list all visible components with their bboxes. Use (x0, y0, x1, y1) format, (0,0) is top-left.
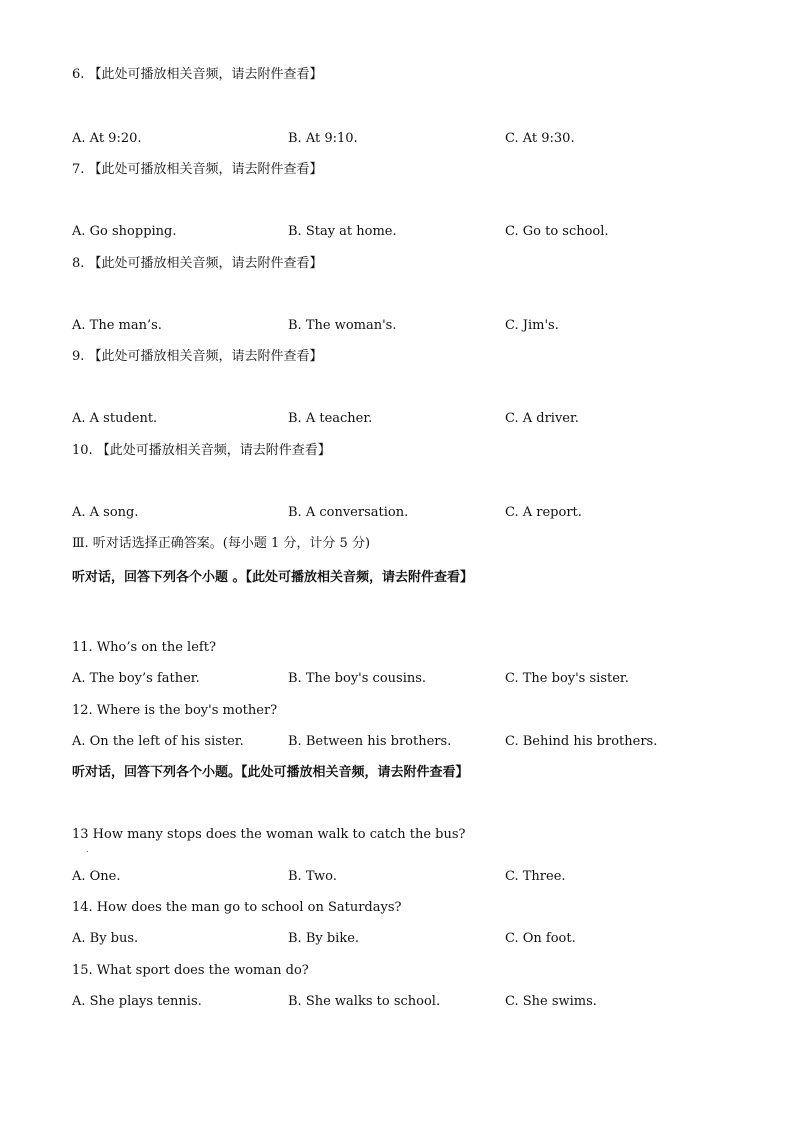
option-a: A. A song. (72, 505, 139, 520)
option-a: A. The boy’s father. (72, 671, 200, 686)
question-11-stem: 11. Who’s on the left? (72, 640, 216, 655)
option-a: A. One. (72, 869, 121, 884)
question-11-options (72, 671, 752, 687)
option-b: B. A teacher. (288, 411, 373, 426)
question-9-options (72, 411, 752, 427)
option-a: A. She plays tennis. (72, 994, 202, 1009)
question-8-options (72, 318, 752, 334)
question-13-stem: 13 How many stops does the woman walk to catch the bus? (72, 827, 466, 842)
option-c: C. Go to school. (505, 224, 609, 239)
question-13-options (72, 869, 752, 885)
question-7-options (72, 224, 752, 240)
option-c: C. Three. (505, 869, 566, 884)
question-14-stem: 14. How does the man go to school on Saturdays? (72, 900, 402, 915)
question-6-stem: 6. 【此处可播放相关音频，请去附件查看】 (72, 67, 323, 82)
option-c: C. She swims. (505, 994, 597, 1009)
question-15-stem: 15. What sport does the woman do? (72, 963, 309, 978)
question-6-options (72, 131, 752, 147)
option-c: C. A driver. (505, 411, 579, 426)
stray-mark: . (86, 845, 89, 854)
option-a: A. At 9:20. (72, 131, 142, 146)
question-15-options (72, 994, 752, 1010)
option-c: C. On foot. (505, 931, 576, 946)
dialog-1-instruction: 听对话，回答下列各个小题 。【此处可播放相关音频，请去附件查看】 (72, 570, 474, 585)
section-3-title: Ⅲ. 听对话选择正确答案。(每小题 1 分，计分 5 分) (72, 536, 371, 551)
question-7-stem: 7. 【此处可播放相关音频，请去附件查看】 (72, 162, 323, 177)
option-b: B. A conversation. (288, 505, 409, 520)
question-10-options (72, 505, 752, 521)
option-b: B. The boy's cousins. (288, 671, 427, 686)
dialog-2-instruction: 听对话，回答下列各个小题。【此处可播放相关音频，请去附件查看】 (72, 765, 469, 780)
option-c: C. The boy's sister. (505, 671, 629, 686)
option-a: A. A student. (72, 411, 158, 426)
question-14-options (72, 931, 752, 947)
option-b: B. The woman's. (288, 318, 397, 333)
option-b: B. By bike. (288, 931, 360, 946)
option-a: A. On the left of his sister. (72, 734, 244, 749)
option-c: C. Behind his brothers. (505, 734, 658, 749)
option-c: C. A report. (505, 505, 582, 520)
question-12-stem: 12. Where is the boy's mother? (72, 703, 278, 718)
option-c: C. At 9:30. (505, 131, 575, 146)
option-b: B. Between his brothers. (288, 734, 452, 749)
option-b: B. At 9:10. (288, 131, 358, 146)
question-12-options (72, 734, 752, 750)
option-b: B. Stay at home. (288, 224, 397, 239)
question-10-stem: 10. 【此处可播放相关音频，请去附件查看】 (72, 443, 331, 458)
option-a: A. The man’s. (72, 318, 162, 333)
option-a: A. By bus. (72, 931, 139, 946)
option-b: B. Two. (288, 869, 337, 884)
option-a: A. Go shopping. (72, 224, 177, 239)
question-8-stem: 8. 【此处可播放相关音频，请去附件查看】 (72, 256, 323, 271)
question-9-stem: 9. 【此处可播放相关音频，请去附件查看】 (72, 349, 323, 364)
option-b: B. She walks to school. (288, 994, 441, 1009)
option-c: C. Jim's. (505, 318, 559, 333)
